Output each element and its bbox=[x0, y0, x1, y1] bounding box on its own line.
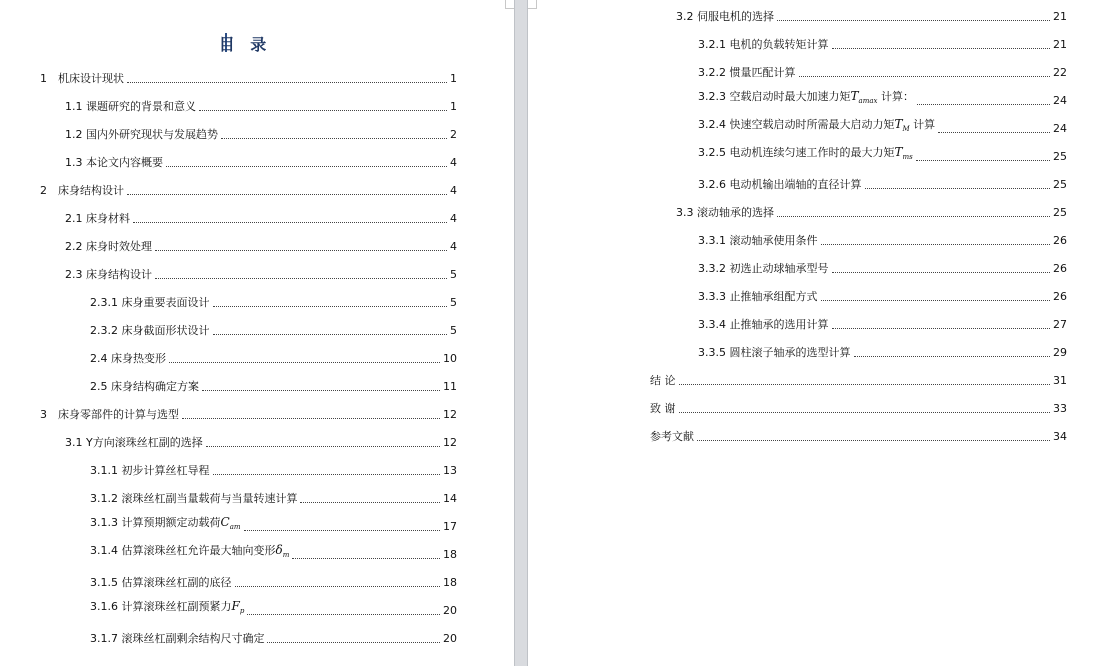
toc-entry[interactable] bbox=[698, 64, 1067, 80]
toc-page-number: 14 bbox=[443, 492, 457, 505]
dot-leader bbox=[267, 642, 440, 643]
toc-page-number: 5 bbox=[450, 268, 457, 281]
toc-entry-text: 3.3 滚动轴承的选择 bbox=[676, 206, 774, 219]
toc-page-number: 22 bbox=[1053, 66, 1067, 79]
toc-page-number: 26 bbox=[1053, 262, 1067, 275]
toc-entry-text: 3 床身零部件的计算与选型 bbox=[40, 408, 179, 421]
math-symbol-subscript: am bbox=[229, 523, 241, 531]
math-symbol bbox=[851, 89, 878, 103]
toc-entry-title bbox=[65, 212, 130, 226]
toc-entry[interactable] bbox=[90, 350, 457, 366]
toc-entry[interactable] bbox=[698, 344, 1067, 360]
dot-leader bbox=[832, 272, 1051, 273]
page-gap bbox=[514, 0, 528, 666]
toc-entry-title bbox=[90, 464, 210, 478]
dot-leader bbox=[777, 216, 1050, 217]
dot-leader bbox=[127, 82, 447, 83]
toc-page-number: 25 bbox=[1053, 150, 1067, 163]
toc-entry[interactable] bbox=[40, 182, 457, 198]
toc-entry[interactable] bbox=[90, 294, 457, 310]
toc-entry-text: 3.2 伺服电机的选择 bbox=[676, 10, 774, 23]
toc-entry-text: 3.1.6 计算滚珠丝杠副预紧力 bbox=[90, 600, 232, 613]
dot-leader bbox=[206, 446, 440, 447]
toc-page-number: 20 bbox=[443, 604, 457, 617]
dot-leader bbox=[199, 110, 447, 111]
toc-page-number: 17 bbox=[443, 520, 457, 533]
toc-entry[interactable] bbox=[698, 176, 1067, 192]
toc-entry-text: 3.3.1 滚动轴承使用条件 bbox=[698, 234, 818, 247]
toc-entry[interactable] bbox=[65, 434, 457, 450]
math-symbol bbox=[232, 599, 245, 613]
dot-leader bbox=[917, 104, 1050, 105]
toc-entry[interactable] bbox=[698, 260, 1067, 276]
toc-entry-title bbox=[90, 380, 199, 394]
toc-entry-text: 1 机床设计现状 bbox=[40, 72, 124, 85]
toc-entry[interactable] bbox=[698, 288, 1067, 304]
toc-page-number: 1 bbox=[450, 72, 457, 85]
toc-page-number: 33 bbox=[1053, 402, 1067, 415]
toc-entry-text: 致 谢 bbox=[650, 402, 676, 415]
toc-entry-title bbox=[90, 599, 244, 618]
toc-entry-text: 3.3.3 止推轴承组配方式 bbox=[698, 290, 818, 303]
dot-leader bbox=[182, 418, 440, 419]
math-symbol-base: T bbox=[850, 89, 859, 103]
toc-page-number: 24 bbox=[1053, 94, 1067, 107]
toc-entry-title bbox=[65, 268, 152, 282]
toc-entry[interactable] bbox=[676, 8, 1067, 24]
toc-entry-title bbox=[698, 145, 913, 164]
toc-entry-title bbox=[65, 240, 152, 254]
toc-entry[interactable] bbox=[90, 574, 457, 590]
toc-entry-text: 3.2.6 电动机输出端轴的直径计算 bbox=[698, 178, 862, 191]
math-symbol-base: C bbox=[220, 515, 230, 529]
toc-entry-text: 3.3.4 止推轴承的选用计算 bbox=[698, 318, 829, 331]
toc-entry-text-suffix: 计算 bbox=[909, 118, 936, 131]
toc-entry[interactable] bbox=[65, 238, 457, 254]
toc-entry[interactable] bbox=[650, 400, 1067, 416]
math-symbol-base: T bbox=[894, 117, 903, 131]
dot-leader bbox=[300, 502, 440, 503]
toc-page-number: 27 bbox=[1053, 318, 1067, 331]
toc-entry[interactable] bbox=[90, 599, 457, 618]
toc-entry-title bbox=[650, 430, 694, 444]
math-symbol bbox=[275, 543, 289, 557]
toc-entry[interactable] bbox=[698, 316, 1067, 332]
toc-page-number: 1 bbox=[450, 100, 457, 113]
toc-page-number: 25 bbox=[1053, 178, 1067, 191]
dot-leader bbox=[832, 328, 1051, 329]
dot-leader bbox=[213, 306, 448, 307]
toc-entry-text: 3.1.5 估算滚珠丝杠副的底径 bbox=[90, 576, 232, 589]
toc-entry[interactable] bbox=[65, 98, 457, 114]
toc-entry-title bbox=[65, 128, 218, 142]
dot-leader bbox=[127, 194, 447, 195]
toc-entry[interactable] bbox=[90, 490, 457, 506]
math-symbol-base: T bbox=[894, 145, 903, 159]
toc-entry-title bbox=[698, 89, 914, 108]
math-symbol-subscript: M bbox=[902, 125, 910, 133]
math-symbol bbox=[894, 145, 912, 159]
toc-entry-text: 1.2 国内外研究现状与发展趋势 bbox=[65, 128, 218, 141]
toc-entry[interactable] bbox=[90, 515, 457, 534]
toc-entry-title bbox=[698, 346, 851, 360]
toc-entry[interactable] bbox=[698, 117, 1067, 136]
dot-leader bbox=[166, 166, 447, 167]
toc-entry[interactable] bbox=[698, 36, 1067, 52]
toc-entry[interactable] bbox=[698, 232, 1067, 248]
toc-page-number: 25 bbox=[1053, 206, 1067, 219]
toc-entry-title bbox=[65, 156, 163, 170]
toc-entry-title bbox=[40, 184, 124, 198]
toc-entry-title bbox=[698, 318, 829, 332]
toc-entry[interactable] bbox=[90, 543, 457, 562]
toc-page-number: 34 bbox=[1053, 430, 1067, 443]
toc-entry-text: 2.3.1 床身重要表面设计 bbox=[90, 296, 210, 309]
toc-entry-text: 2.3.2 床身截面形状设计 bbox=[90, 324, 210, 337]
dot-leader bbox=[679, 412, 1051, 413]
toc-entry-text: 3.1.3 计算预期额定动载荷 bbox=[90, 516, 221, 529]
toc-page-number: 4 bbox=[450, 184, 457, 197]
dot-leader bbox=[679, 384, 1051, 385]
toc-page-number: 4 bbox=[450, 156, 457, 169]
toc-entry-text: 3.2.2 惯量匹配计算 bbox=[698, 66, 796, 79]
toc-entry[interactable] bbox=[40, 70, 457, 86]
dot-leader bbox=[832, 48, 1051, 49]
toc-entry-title bbox=[90, 352, 166, 366]
toc-entry-title bbox=[65, 100, 196, 114]
toc-entry-title bbox=[698, 66, 796, 80]
toc-page-number: 29 bbox=[1053, 346, 1067, 359]
toc-entry[interactable] bbox=[65, 126, 457, 142]
toc-entry[interactable] bbox=[40, 406, 457, 422]
dot-leader bbox=[244, 530, 441, 531]
toc-page-number: 26 bbox=[1053, 290, 1067, 303]
toc-entry-title bbox=[698, 290, 818, 304]
dot-leader bbox=[799, 76, 1051, 77]
toc-page-number: 11 bbox=[443, 380, 457, 393]
toc-page-number: 26 bbox=[1053, 234, 1067, 247]
toc-entry-title bbox=[90, 296, 210, 310]
document-page-right bbox=[528, 0, 1107, 666]
toc-page-number: 4 bbox=[450, 212, 457, 225]
dot-leader bbox=[155, 250, 447, 251]
dot-leader bbox=[133, 222, 447, 223]
toc-entry-text: 3.1.4 估算滚珠丝杠允许最大轴向变形 bbox=[90, 544, 276, 557]
toc-entry-title bbox=[90, 543, 289, 562]
toc-page-number: 10 bbox=[443, 352, 457, 365]
toc-page-number: 2 bbox=[450, 128, 457, 141]
page-corner-mark bbox=[528, 0, 537, 9]
toc-entry[interactable] bbox=[698, 145, 1067, 164]
toc-entry-title bbox=[676, 206, 774, 220]
toc-page-number: 24 bbox=[1053, 122, 1067, 135]
math-symbol-base: δ bbox=[275, 543, 283, 557]
toc-entry[interactable] bbox=[65, 210, 457, 226]
toc-entry-text: 2.3 床身结构设计 bbox=[65, 268, 152, 281]
toc-entry-text: 2.4 床身热变形 bbox=[90, 352, 166, 365]
dot-leader bbox=[697, 440, 1050, 441]
math-symbol-subscript: m bbox=[282, 551, 290, 559]
toc-entry[interactable] bbox=[65, 154, 457, 170]
toc-page-number: 5 bbox=[450, 296, 457, 309]
toc-entry-title bbox=[698, 178, 862, 192]
toc-title: 目 录 bbox=[218, 35, 272, 54]
toc-entry-title bbox=[676, 10, 774, 24]
math-symbol bbox=[894, 117, 909, 131]
toc-entry-title bbox=[698, 38, 829, 52]
toc-entry-text: 2 床身结构设计 bbox=[40, 184, 124, 197]
toc-entry[interactable] bbox=[650, 428, 1067, 444]
dot-leader bbox=[292, 558, 440, 559]
toc-entry-text: 结 论 bbox=[650, 374, 676, 387]
toc-entry-text: 3.3.5 圆柱滚子轴承的选型计算 bbox=[698, 346, 851, 359]
dot-leader bbox=[938, 132, 1050, 133]
toc-entry-title bbox=[650, 402, 676, 416]
toc-entry-text: 参考文献 bbox=[650, 430, 694, 443]
toc-entry[interactable] bbox=[65, 266, 457, 282]
dot-leader bbox=[221, 138, 447, 139]
toc-entry-title bbox=[90, 324, 210, 338]
toc-page-number: 18 bbox=[443, 548, 457, 561]
toc-entry[interactable] bbox=[90, 378, 457, 394]
dot-leader bbox=[916, 160, 1050, 161]
dot-leader bbox=[821, 300, 1051, 301]
toc-page-number: 21 bbox=[1053, 10, 1067, 23]
toc-entry-text: 3.2.5 电动机连续匀速工作时的最大力矩 bbox=[698, 146, 895, 159]
toc-entry[interactable] bbox=[698, 89, 1067, 108]
toc-page-number: 20 bbox=[443, 632, 457, 645]
dot-leader bbox=[202, 390, 440, 391]
toc-entry-text: 3.1.1 初步计算丝杠导程 bbox=[90, 464, 210, 477]
toc-page-number: 31 bbox=[1053, 374, 1067, 387]
math-symbol-subscript: amax bbox=[858, 97, 878, 105]
toc-entry-title bbox=[698, 262, 829, 276]
toc-entry-title bbox=[65, 436, 203, 450]
dot-leader bbox=[247, 614, 440, 615]
math-symbol-subscript: p bbox=[239, 607, 245, 615]
toc-page-number: 13 bbox=[443, 464, 457, 477]
toc-entry-text: 3.2.3 空载启动时最大加速力矩 bbox=[698, 90, 851, 103]
dot-leader bbox=[155, 278, 447, 279]
toc-entry-text: 1.3 本论文内容概要 bbox=[65, 156, 163, 169]
dot-leader bbox=[235, 586, 441, 587]
toc-entry[interactable] bbox=[650, 372, 1067, 388]
toc-entry-text: 3.3.2 初选止动球轴承型号 bbox=[698, 262, 829, 275]
toc-entry[interactable] bbox=[676, 204, 1067, 220]
toc-entry-text-suffix: 计算： bbox=[877, 90, 914, 103]
toc-entry-title bbox=[90, 576, 232, 590]
dot-leader bbox=[213, 474, 441, 475]
page-corner-mark bbox=[505, 0, 514, 9]
toc-page-number: 18 bbox=[443, 576, 457, 589]
toc-entry-text: 2.5 床身结构确定方案 bbox=[90, 380, 199, 393]
toc-entry[interactable] bbox=[90, 462, 457, 478]
dot-leader bbox=[777, 20, 1050, 21]
toc-entry-text: 3.1.7 滚珠丝杠副剩余结构尺寸确定 bbox=[90, 632, 265, 645]
toc-entry-text: 3.1 Y方向滚珠丝杠副的选择 bbox=[65, 436, 203, 449]
math-symbol-base: F bbox=[231, 599, 240, 613]
toc-entry-title bbox=[40, 72, 124, 86]
toc-entry-title bbox=[90, 632, 264, 646]
toc-entry-text: 1.1 课题研究的背景和意义 bbox=[65, 100, 196, 113]
toc-page-number: 12 bbox=[443, 436, 457, 449]
dot-leader bbox=[821, 244, 1051, 245]
toc-entry-title bbox=[698, 117, 935, 136]
toc-entry-title bbox=[90, 492, 297, 506]
toc-entry[interactable] bbox=[90, 322, 457, 338]
toc-page-number: 5 bbox=[450, 324, 457, 337]
toc-entry-title bbox=[90, 515, 241, 534]
dot-leader bbox=[865, 188, 1051, 189]
math-symbol bbox=[221, 515, 241, 529]
document-page-left bbox=[0, 0, 514, 666]
toc-page-number: 21 bbox=[1053, 38, 1067, 51]
dot-leader bbox=[854, 356, 1051, 357]
toc-entry-text: 3.2.1 电机的负载转矩计算 bbox=[698, 38, 829, 51]
toc-entry-title bbox=[40, 408, 179, 422]
toc-page-number: 12 bbox=[443, 408, 457, 421]
toc-entry-title bbox=[650, 374, 676, 388]
math-symbol-subscript: ms bbox=[902, 153, 913, 161]
toc-entry-text: 3.2.4 快速空载启动时所需最大启动力矩 bbox=[698, 118, 895, 131]
toc-entry-title bbox=[698, 234, 818, 248]
toc-entry-text: 3.1.2 滚珠丝杠副当量载荷与当量转速计算 bbox=[90, 492, 298, 505]
toc-entry[interactable] bbox=[90, 630, 457, 646]
toc-entry-text: 2.2 床身时效处理 bbox=[65, 240, 152, 253]
toc-entry-text: 2.1 床身材料 bbox=[65, 212, 130, 225]
dot-leader bbox=[169, 362, 440, 363]
dot-leader bbox=[213, 334, 448, 335]
toc-page-number: 4 bbox=[450, 240, 457, 253]
